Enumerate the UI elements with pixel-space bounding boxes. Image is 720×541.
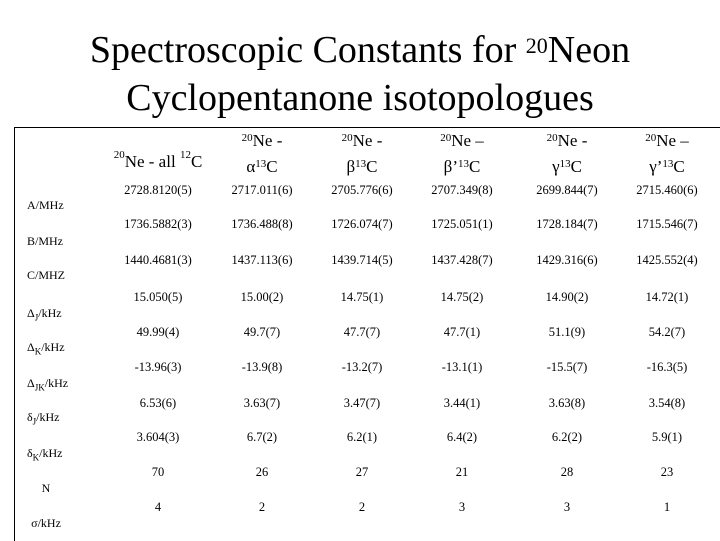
row-label-symbol: N bbox=[41, 481, 51, 495]
column-header bbox=[412, 128, 512, 180]
table-cell: 3.63(8) bbox=[548, 396, 586, 410]
table-cell: 1726.074(7) bbox=[331, 217, 393, 231]
table-cell: 2 bbox=[258, 500, 266, 514]
table-cell: 15.050(5) bbox=[133, 290, 183, 304]
row-label-unit: /kHz bbox=[36, 410, 60, 424]
table-cell: 2 bbox=[358, 500, 366, 514]
row-label-symbol: σ/kHz bbox=[31, 516, 61, 530]
row-label bbox=[27, 234, 95, 249]
table-cell: 1725.051(1) bbox=[431, 217, 493, 231]
table-cell: 6.7(2) bbox=[246, 430, 278, 444]
header-mass-superscript: 20 bbox=[113, 149, 125, 161]
row-label-symbol: Δ bbox=[27, 376, 35, 390]
table-cell: 49.7(7) bbox=[243, 325, 281, 339]
row-label-subscript: JK bbox=[34, 382, 45, 393]
table-cell: 2707.349(8) bbox=[431, 183, 493, 197]
row-label-symbol: δ bbox=[27, 410, 33, 424]
table-cell: 2699.844(7) bbox=[536, 183, 598, 197]
row-label-unit: /kHz bbox=[39, 446, 63, 460]
table-cell: 1439.714(5) bbox=[331, 253, 393, 267]
table-cell: -13.9(8) bbox=[241, 360, 283, 374]
table-cell: 70 bbox=[151, 465, 165, 479]
column-header-line-1 bbox=[212, 128, 312, 154]
row-label bbox=[12, 481, 80, 496]
table-cell: -13.96(3) bbox=[134, 360, 182, 374]
table-cell: 1715.546(7) bbox=[636, 217, 698, 231]
row-label bbox=[27, 340, 95, 356]
table-cell: 1440.4681(3) bbox=[124, 253, 192, 267]
row-label bbox=[27, 446, 95, 462]
header-position-symbol: β bbox=[346, 157, 356, 176]
title-superscript: 20 bbox=[525, 33, 548, 58]
row-label-subscript: K bbox=[32, 452, 40, 463]
header-isotope-superscript: 13 bbox=[559, 158, 571, 170]
column-header bbox=[617, 128, 717, 180]
table-cell: 51.1(9) bbox=[548, 325, 586, 339]
table-cell: 2717.011(6) bbox=[231, 183, 293, 197]
header-mass-superscript: 20 bbox=[440, 132, 452, 144]
header-element: C bbox=[673, 157, 685, 176]
row-label bbox=[27, 306, 95, 322]
header-position-symbol: γ bbox=[552, 157, 560, 176]
table-cell: -13.2(7) bbox=[341, 360, 383, 374]
row-label-unit: /kHz bbox=[41, 340, 65, 354]
header-mass-superscript: 20 bbox=[546, 132, 558, 144]
table-cell: 6.4(2) bbox=[446, 430, 478, 444]
table-cell: 1425.552(4) bbox=[636, 253, 698, 267]
column-header-line-2 bbox=[412, 154, 512, 180]
table-cell: 1429.316(6) bbox=[536, 253, 598, 267]
table-cell: -16.3(5) bbox=[646, 360, 688, 374]
table-cell: 28 bbox=[560, 465, 574, 479]
row-label-symbol: A/MHz bbox=[27, 198, 64, 212]
table-cell: 15.00(2) bbox=[240, 290, 284, 304]
table-cell: 3.44(1) bbox=[443, 396, 481, 410]
table-cell: 1437.113(6) bbox=[231, 253, 293, 267]
table-cell: -15.5(7) bbox=[546, 360, 588, 374]
row-label-symbol: Δ bbox=[27, 340, 35, 354]
table-cell: 14.75(1) bbox=[340, 290, 384, 304]
table-cell: 5.9(1) bbox=[651, 430, 683, 444]
column-header-line-2 bbox=[212, 154, 312, 180]
row-label-subscript: J bbox=[32, 416, 37, 427]
row-label-unit: /kHz bbox=[44, 376, 69, 390]
table-cell: 14.75(2) bbox=[440, 290, 484, 304]
table-cell: 1736.488(8) bbox=[231, 217, 293, 231]
table-cell: 3 bbox=[458, 500, 466, 514]
header-text: Ne – bbox=[451, 131, 484, 150]
table-cell: 2728.8120(5) bbox=[124, 183, 192, 197]
column-header-line-2 bbox=[517, 154, 617, 180]
column-header bbox=[212, 128, 312, 180]
table-cell: 6.2(1) bbox=[346, 430, 378, 444]
header-position-symbol: γ’ bbox=[649, 157, 663, 176]
header-element: C bbox=[190, 152, 203, 171]
table-cell: 54.2(7) bbox=[648, 325, 686, 339]
row-label-unit: /kHz bbox=[38, 306, 62, 320]
row-label bbox=[27, 376, 95, 392]
header-isotope-superscript: 13 bbox=[255, 158, 267, 170]
header-element: C bbox=[266, 157, 278, 176]
header-text: Ne - bbox=[252, 131, 283, 150]
header-position-symbol: β’ bbox=[443, 157, 458, 176]
table-cell: 47.7(1) bbox=[443, 325, 481, 339]
column-header-line-1 bbox=[412, 128, 512, 154]
column-header-line-2 bbox=[312, 154, 412, 180]
column-header-line-2 bbox=[617, 154, 717, 180]
table-cell: 3.47(7) bbox=[343, 396, 381, 410]
table-cell: 3 bbox=[563, 500, 571, 514]
column-header bbox=[312, 128, 412, 180]
table-cell: 4 bbox=[154, 500, 162, 514]
table-cell: 2705.776(6) bbox=[331, 183, 393, 197]
header-isotope-superscript: 12 bbox=[179, 149, 191, 161]
header-element: C bbox=[468, 157, 481, 176]
table-cell: -13.1(1) bbox=[441, 360, 483, 374]
table-cell: 27 bbox=[355, 465, 369, 479]
table-cell: 47.7(7) bbox=[343, 325, 381, 339]
row-label bbox=[27, 198, 95, 213]
row-label-symbol: C/MHZ bbox=[27, 268, 66, 282]
header-position-symbol: α bbox=[246, 157, 256, 176]
slide-title-line-2: Cyclopentanone isotopologues bbox=[126, 77, 594, 119]
table-cell: 2715.460(6) bbox=[636, 183, 698, 197]
table-cell: 3.54(8) bbox=[648, 396, 686, 410]
row-label-symbol: Δ bbox=[27, 306, 35, 320]
row-label-symbol: B/MHz bbox=[27, 234, 63, 248]
column-header-line-1 bbox=[617, 128, 717, 154]
row-label-subscript: J bbox=[34, 312, 39, 323]
table-cell: 23 bbox=[660, 465, 674, 479]
title-suffix: Neon bbox=[547, 29, 631, 71]
slide-title-line-1 bbox=[0, 28, 720, 72]
column-header-line-1 bbox=[517, 128, 617, 154]
table-cell: 3.604(3) bbox=[136, 430, 180, 444]
header-isotope-superscript: 13 bbox=[457, 158, 469, 170]
header-mass-superscript: 20 bbox=[341, 132, 353, 144]
header-text: Ne - bbox=[557, 131, 588, 150]
header-isotope-superscript: 13 bbox=[662, 158, 674, 170]
table-cell: 14.72(1) bbox=[645, 290, 689, 304]
header-element: C bbox=[366, 157, 378, 176]
row-label bbox=[27, 268, 95, 283]
table-cell: 14.90(2) bbox=[545, 290, 589, 304]
header-text: Ne - all bbox=[124, 152, 180, 171]
table-cell: 6.2(2) bbox=[551, 430, 583, 444]
header-mass-superscript: 20 bbox=[645, 132, 657, 144]
table-cell: 3.63(7) bbox=[243, 396, 281, 410]
table-cell: 1728.184(7) bbox=[536, 217, 598, 231]
row-label-symbol: δ bbox=[27, 446, 33, 460]
row-label-subscript: K bbox=[34, 346, 42, 357]
column-header bbox=[108, 149, 208, 172]
table-cell: 21 bbox=[455, 465, 469, 479]
header-isotope-superscript: 13 bbox=[355, 158, 367, 170]
table-cell: 49.99(4) bbox=[136, 325, 180, 339]
column-header-line-1 bbox=[108, 149, 208, 172]
row-label bbox=[12, 516, 80, 531]
column-header bbox=[517, 128, 617, 180]
header-mass-superscript: 20 bbox=[241, 132, 253, 144]
table-cell: 1 bbox=[663, 500, 671, 514]
table-cell: 1736.5882(3) bbox=[124, 217, 192, 231]
header-element: C bbox=[570, 157, 582, 176]
row-label bbox=[27, 410, 95, 426]
header-text: Ne - bbox=[352, 131, 383, 150]
column-header-line-1 bbox=[312, 128, 412, 154]
table-cell: 26 bbox=[255, 465, 269, 479]
title-prefix: Spectroscopic Constants for bbox=[89, 29, 526, 71]
table-cell: 1437.428(7) bbox=[431, 253, 493, 267]
header-text: Ne – bbox=[656, 131, 689, 150]
table-cell: 6.53(6) bbox=[139, 396, 177, 410]
